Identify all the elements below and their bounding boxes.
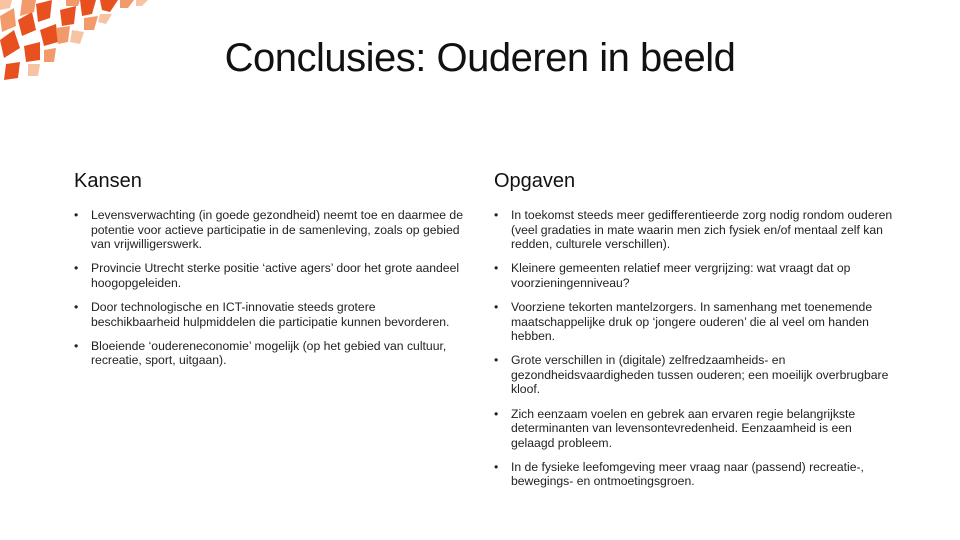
bullet-icon: • [74, 208, 79, 222]
list-item [494, 300, 894, 344]
list-item-text: Zich eenzaam voelen en gebrek aan ervaren regie belangrijkste determinanten van levensontevredenheid. Eenzaamheid is een gelaagd probleem. [511, 406, 856, 450]
opgaven-heading: Opgaven [494, 170, 576, 192]
list-item [494, 261, 894, 290]
list-item-text: Provincie Utrecht sterke positie ‘active agers’ door het grote aandeel hoogopgeleiden. [91, 261, 460, 290]
slide-title: Conclusies: Ouderen in beeld [224, 36, 736, 80]
bullet-icon: • [494, 261, 499, 276]
list-item [494, 353, 894, 397]
bullet-icon: • [74, 299, 79, 314]
kansen-list [74, 208, 464, 368]
list-item-text: In toekomst steeds meer gedifferentieerde zorg nodig rondom ouderen (veel gradaties in mate waarin men zich fysiek en/of mentaal zelf kan redden, culturele verschillen). [511, 208, 893, 252]
bullet-icon: • [494, 299, 499, 314]
list-item [74, 339, 464, 368]
bullet-icon: • [494, 406, 499, 421]
kansen-heading: Kansen [74, 170, 142, 192]
list-item-text: Voorziene tekorten mantelzorgers. In samenhang met toenemende maatschappelijke druk op ‘jongere ouderen’ die al veel om handen hebben. [511, 299, 873, 344]
opgaven-column [494, 168, 894, 499]
list-item-text: In de fysieke leefomgeving meer vraag naar (passend) recreatie-, bewegings- en ontmoetingsgroen. [511, 459, 864, 489]
bullet-icon: • [494, 353, 499, 368]
list-item [494, 460, 894, 489]
opgaven-list [494, 208, 894, 489]
list-item [74, 208, 464, 252]
list-item-text: Levensverwachting (in goede gezondheid) neemt toe en daarmee de potentie voor actieve participatie in de samenleving, zoals op gebied van vrijwilligerswerk. [91, 208, 463, 252]
bullet-icon: • [494, 459, 499, 474]
list-item-text: Grote verschillen in (digitale) zelfredzaamheids- en gezondheidsvaardigheden tussen ouderen; een moeilijk overbrugbare kloof. [511, 353, 889, 397]
bullet-icon: • [74, 338, 79, 353]
kansen-column [74, 168, 464, 377]
list-item [494, 407, 894, 451]
list-item [74, 300, 464, 329]
list-item-text: Bloeiende ‘oudereneconomie’ mogelijk (op het gebied van cultuur, recreatie, sport, uitgaan). [91, 338, 447, 368]
list-item [74, 261, 464, 290]
bullet-icon: • [74, 261, 79, 276]
bullet-icon: • [494, 208, 499, 222]
list-item-text: Kleinere gemeenten relatief meer vergrijzing: wat vraagt dat op voorzieningenniveau? [511, 261, 851, 290]
list-item [494, 208, 894, 252]
list-item-text: Door technologische en ICT-innovatie steeds grotere beschikbaarheid hulpmiddelen die participatie kunnen bevorderen. [91, 299, 450, 329]
